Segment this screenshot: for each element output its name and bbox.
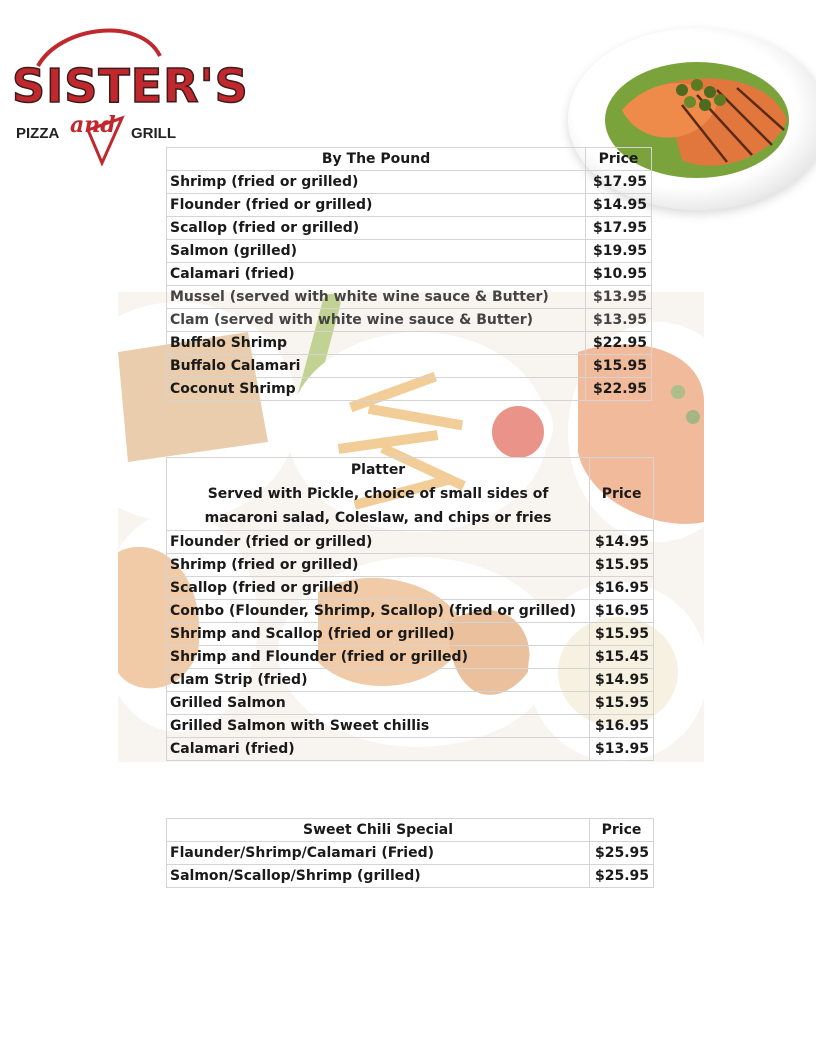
item-name: Flounder (fried or grilled) <box>167 194 586 217</box>
item-price: $17.95 <box>586 217 652 240</box>
item-name: Salmon (grilled) <box>167 240 586 263</box>
item-price: $16.95 <box>590 577 654 600</box>
item-price: $22.95 <box>586 332 652 355</box>
item-name: Shrimp and Flounder (fried or grilled) <box>167 646 590 669</box>
item-name: Calamari (fried) <box>167 263 586 286</box>
item-name: Scallop (fried or grilled) <box>167 577 590 600</box>
table-row <box>167 842 654 865</box>
platter-table <box>166 457 654 761</box>
table-header-row <box>167 148 652 171</box>
item-price: $14.95 <box>586 194 652 217</box>
table-row <box>167 715 654 738</box>
item-price: $13.95 <box>590 738 654 761</box>
price-header: Price <box>590 458 654 531</box>
logo-brand-text: SISTER'S <box>12 59 249 113</box>
item-price: $14.95 <box>590 531 654 554</box>
table-row <box>167 286 652 309</box>
table-row <box>167 194 652 217</box>
item-name: Clam Strip (fried) <box>167 669 590 692</box>
item-price: $15.95 <box>586 355 652 378</box>
item-price: $14.95 <box>590 669 654 692</box>
table-title: By The Pound <box>167 148 586 171</box>
table-row <box>167 240 652 263</box>
table-row <box>167 554 654 577</box>
item-name: Clam (served with white wine sauce & Butter) <box>167 309 586 332</box>
item-price: $25.95 <box>590 865 654 888</box>
table-title: Sweet Chili Special <box>167 819 590 842</box>
item-price: $15.95 <box>590 623 654 646</box>
by-the-pound-table <box>166 147 652 401</box>
table-row <box>167 355 652 378</box>
item-name: Combo (Flounder, Shrimp, Scallop) (fried or grilled) <box>167 600 590 623</box>
price-header: Price <box>590 819 654 842</box>
item-name: Grilled Salmon with Sweet chillis <box>167 715 590 738</box>
platter-header-cell <box>167 458 590 531</box>
item-price: $15.45 <box>590 646 654 669</box>
table-row <box>167 263 652 286</box>
table-row <box>167 865 654 888</box>
table-row <box>167 646 654 669</box>
item-price: $22.95 <box>586 378 652 401</box>
table-row <box>167 692 654 715</box>
table-header-row <box>167 819 654 842</box>
item-name: Grilled Salmon <box>167 692 590 715</box>
item-name: Mussel (served with white wine sauce & Butter) <box>167 286 586 309</box>
item-name: Calamari (fried) <box>167 738 590 761</box>
table-row <box>167 378 652 401</box>
item-price: $16.95 <box>590 600 654 623</box>
logo-pizza-text: PIZZA <box>16 125 60 142</box>
table-row <box>167 669 654 692</box>
item-name: Scallop (fried or grilled) <box>167 217 586 240</box>
item-price: $19.95 <box>586 240 652 263</box>
item-name: Buffalo Shrimp <box>167 332 586 355</box>
table-title: Platter <box>350 462 406 478</box>
item-price: $25.95 <box>590 842 654 865</box>
item-price: $16.95 <box>590 715 654 738</box>
item-name: Salmon/Scallop/Shrimp (grilled) <box>167 865 590 888</box>
item-price: $13.95 <box>586 309 652 332</box>
table-row <box>167 738 654 761</box>
logo <box>10 18 249 168</box>
item-name: Buffalo Calamari <box>167 355 586 378</box>
item-name: Shrimp (fried or grilled) <box>167 554 590 577</box>
item-price: $15.95 <box>590 692 654 715</box>
price-header: Price <box>586 148 652 171</box>
item-price: $13.95 <box>586 286 652 309</box>
table-row <box>167 171 652 194</box>
item-name: Coconut Shrimp <box>167 378 586 401</box>
item-name: Flounder (fried or grilled) <box>167 531 590 554</box>
logo-and-text: and <box>70 112 116 138</box>
table-row <box>167 531 654 554</box>
table-row <box>167 577 654 600</box>
item-name: Shrimp (fried or grilled) <box>167 171 586 194</box>
table-row <box>167 332 652 355</box>
item-name: Shrimp and Scallop (fried or grilled) <box>167 623 590 646</box>
sweet-chili-special-table <box>166 818 654 888</box>
item-price: $17.95 <box>586 171 652 194</box>
item-name: Flaunder/Shrimp/Calamari (Fried) <box>167 842 590 865</box>
table-row <box>167 623 654 646</box>
item-price: $10.95 <box>586 263 652 286</box>
table-row <box>167 600 654 623</box>
table-header-row <box>167 458 654 531</box>
platter-description: Served with Pickle, choice of small sides of macaroni salad, Coleslaw, and chips or fries <box>204 486 552 526</box>
logo-grill-text: GRILL <box>131 125 176 142</box>
table-row <box>167 217 652 240</box>
item-price: $15.95 <box>590 554 654 577</box>
table-row <box>167 309 652 332</box>
